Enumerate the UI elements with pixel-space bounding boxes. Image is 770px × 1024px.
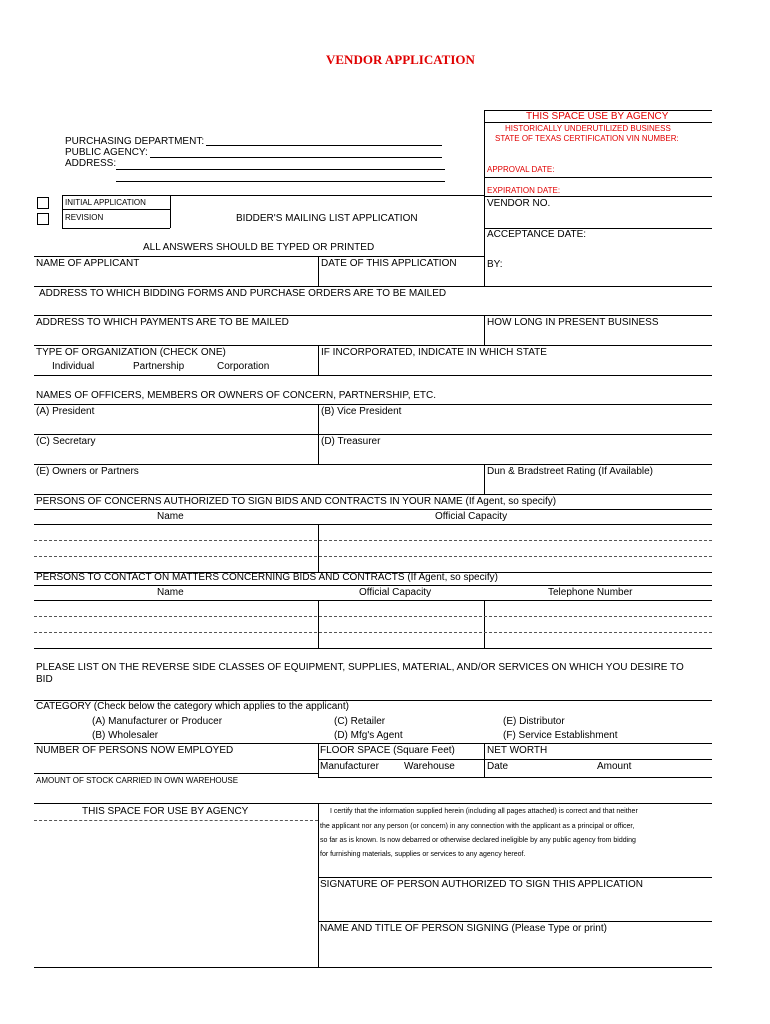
- app-type-bottom-rule: [62, 228, 170, 229]
- app-type-top-rule: [62, 195, 484, 196]
- expiration-date-line[interactable]: [484, 196, 712, 197]
- instructions: ALL ANSWERS SHOULD BE TYPED OR PRINTED: [143, 242, 375, 253]
- name-title-label: NAME AND TITLE OF PERSON SIGNING (Please Type or print): [320, 923, 607, 934]
- category-rule: [34, 743, 712, 744]
- category-a[interactable]: (A) Manufacturer or Producer: [92, 716, 223, 727]
- authorized-row-1[interactable]: [34, 540, 712, 541]
- date-of-application-label: DATE OF THIS APPLICATION: [321, 258, 457, 269]
- contacts-divider-2: [484, 600, 485, 648]
- certification-line-3: so far as is known. Is now debarred or otherwise declared ineligible by any public agency from bidding: [320, 837, 636, 844]
- reverse-note-line-2: BID: [36, 674, 53, 685]
- owners-divider: [484, 464, 485, 494]
- address-label: ADDRESS:: [65, 158, 117, 169]
- public-agency-label: PUBLIC AGENCY:: [65, 147, 148, 158]
- amount-label: Amount: [597, 761, 632, 772]
- page-title: VENDOR APPLICATION: [326, 52, 475, 67]
- officers-row-rule-1[interactable]: [34, 434, 712, 435]
- org-divider: [318, 345, 319, 375]
- name-row-bottom-rule[interactable]: [34, 286, 712, 287]
- officers-heading: NAMES OF OFFICERS, MEMBERS OR OWNERS OF CONCERN, PARTNERSHIP, ETC.: [36, 390, 437, 401]
- contacts-heading-rule: [34, 585, 712, 586]
- officers-row-rule-2[interactable]: [34, 464, 712, 465]
- authorized-col-capacity: Official Capacity: [435, 511, 508, 522]
- certification-line-1: I certify that the information supplied herein (including all pages attached) is correct and that neither: [330, 808, 638, 815]
- app-type-mid-rule: [62, 209, 170, 210]
- agency-box-heading-rule: [484, 122, 712, 123]
- secretary-label: (C) Secretary: [36, 436, 96, 447]
- authorized-heading: PERSONS OF CONCERNS AUTHORIZED TO SIGN BIDS AND CONTRACTS IN YOUR NAME (If Agent, so specify): [36, 496, 557, 507]
- certification-rule: [318, 877, 712, 878]
- name-of-applicant-label: NAME OF APPLICANT: [36, 258, 140, 269]
- vice-president-label: (B) Vice President: [321, 406, 402, 417]
- certification-line-2: the applicant nor any person (or concern) in any connection with the applicant as a principal or officer,: [320, 823, 635, 830]
- manufacturer-label: Manufacturer: [320, 761, 379, 772]
- public-agency-field[interactable]: [150, 157, 442, 158]
- payment-row-rule[interactable]: [34, 345, 712, 346]
- signature-field[interactable]: [318, 921, 712, 922]
- app-type-divider: [170, 195, 171, 228]
- dun-bradstreet-label: Dun & Bradstreet Rating (If Available): [487, 466, 654, 477]
- signature-label: SIGNATURE OF PERSON AUTHORIZED TO SIGN THIS APPLICATION: [320, 879, 644, 890]
- list-title: BIDDER'S MAILING LIST APPLICATION: [236, 213, 418, 224]
- payment-address-label: ADDRESS TO WHICH PAYMENTS ARE TO BE MAILED: [36, 317, 289, 328]
- name-date-divider: [318, 256, 319, 286]
- initial-application-label: INITIAL APPLICATION: [65, 198, 146, 207]
- president-label: (A) President: [36, 406, 95, 417]
- certification-line-4: for furnishing materials, supplies or services to any agency hereof.: [320, 851, 526, 858]
- org-partnership-option[interactable]: Partnership: [133, 361, 185, 372]
- contacts-row-1[interactable]: [34, 616, 712, 617]
- agency-box-heading: THIS SPACE USE BY AGENCY: [526, 111, 669, 122]
- contacts-heading: PERSONS TO CONTACT ON MATTERS CONCERNING BIDS AND CONTRACTS (If Agent, so specify): [36, 572, 498, 583]
- hub-line-2: STATE OF TEXAS CERTIFICATION VIN NUMBER:: [495, 134, 679, 143]
- treasurer-label: (D) Treasurer: [321, 436, 381, 447]
- how-long-label: HOW LONG IN PRESENT BUSINESS: [487, 317, 659, 328]
- agency-use-label: THIS SPACE FOR USE BY AGENCY: [82, 806, 249, 817]
- stats-divider-1: [318, 743, 319, 777]
- contacts-col-capacity: Official Capacity: [359, 587, 432, 598]
- acceptance-date-label: ACCEPTANCE DATE:: [487, 229, 587, 240]
- floor-space-label: FLOOR SPACE (Square Feet): [320, 745, 455, 756]
- employees-field[interactable]: [34, 773, 318, 774]
- contacts-divider-1: [318, 600, 319, 648]
- contacts-row-3[interactable]: [34, 648, 712, 649]
- initial-application-checkbox[interactable]: [37, 197, 49, 209]
- name-title-field[interactable]: [34, 967, 712, 968]
- net-worth-label: NET WORTH: [487, 745, 548, 756]
- expiration-date-label: EXPIRATION DATE:: [487, 186, 561, 195]
- owners-label: (E) Owners or Partners: [36, 466, 139, 477]
- date-label: Date: [487, 761, 509, 772]
- agency-use-rule: [34, 820, 318, 821]
- authorized-row-2[interactable]: [34, 556, 712, 557]
- authorized-header-rule: [34, 524, 712, 525]
- category-heading: CATEGORY (Check below the category which applies to the applicant): [36, 701, 349, 712]
- stats-bottom-rule[interactable]: [318, 777, 712, 778]
- org-corporation-option[interactable]: Corporation: [217, 361, 270, 372]
- contacts-row-2[interactable]: [34, 632, 712, 633]
- authorized-col-name: Name: [157, 511, 184, 522]
- authorized-heading-rule: [34, 509, 712, 510]
- employees-label: NUMBER OF PERSONS NOW EMPLOYED: [36, 745, 234, 756]
- approval-date-line[interactable]: [484, 177, 712, 178]
- instructions-rule: [34, 256, 484, 257]
- owners-row-rule[interactable]: [34, 494, 712, 495]
- stats-divider-2: [484, 743, 485, 777]
- bidding-address-rule[interactable]: [34, 315, 712, 316]
- incorporated-state-label: IF INCORPORATED, INDICATE IN WHICH STATE: [321, 347, 547, 358]
- authorized-divider: [318, 524, 319, 572]
- stock-rule[interactable]: [34, 803, 712, 804]
- stats-mid-rule: [318, 759, 712, 760]
- category-d[interactable]: (D) Mfg's Agent: [334, 730, 403, 741]
- agency-box-left-border: [484, 110, 485, 286]
- bottom-divider: [318, 803, 319, 967]
- purchasing-department-field[interactable]: [206, 145, 442, 146]
- payment-divider: [484, 315, 485, 345]
- officers-heading-rule: [34, 404, 712, 405]
- contacts-header-rule: [34, 600, 712, 601]
- purchasing-department-label: PURCHASING DEPARTMENT:: [65, 136, 205, 147]
- bidding-address-label: ADDRESS TO WHICH BIDDING FORMS AND PURCHASE ORDERS ARE TO BE MAILED: [39, 288, 447, 299]
- vendor-no-label: VENDOR NO.: [487, 198, 551, 209]
- org-row-rule[interactable]: [34, 375, 712, 376]
- type-of-org-label: TYPE OF ORGANIZATION (CHECK ONE): [36, 347, 226, 358]
- category-e[interactable]: (E) Distributor: [503, 716, 565, 727]
- approval-date-label: APPROVAL DATE:: [487, 165, 555, 174]
- address-field-1[interactable]: [116, 169, 445, 170]
- category-c[interactable]: (C) Retailer: [334, 716, 386, 727]
- reverse-note-line-1: PLEASE LIST ON THE REVERSE SIDE CLASSES OF EQUIPMENT, SUPPLIES, MATERIAL, AND/OR SERVICES ON WHICH YOU DESIRE TO: [36, 662, 684, 673]
- address-field-2[interactable]: [116, 181, 445, 182]
- by-label: BY:: [487, 259, 503, 270]
- warehouse-label: Warehouse: [404, 761, 455, 772]
- category-f[interactable]: (F) Service Establishment: [503, 730, 618, 741]
- app-type-left-border: [62, 195, 63, 228]
- revision-label: REVISION: [65, 213, 104, 222]
- hub-line-1: HISTORICALLY UNDERUTILIZED BUSINESS: [505, 124, 671, 133]
- revision-checkbox[interactable]: [37, 213, 49, 225]
- org-individual-option[interactable]: Individual: [52, 361, 95, 372]
- stock-label: AMOUNT OF STOCK CARRIED IN OWN WAREHOUSE: [36, 776, 239, 785]
- category-b[interactable]: (B) Wholesaler: [92, 730, 159, 741]
- contacts-col-name: Name: [157, 587, 184, 598]
- contacts-col-phone: Telephone Number: [548, 587, 633, 598]
